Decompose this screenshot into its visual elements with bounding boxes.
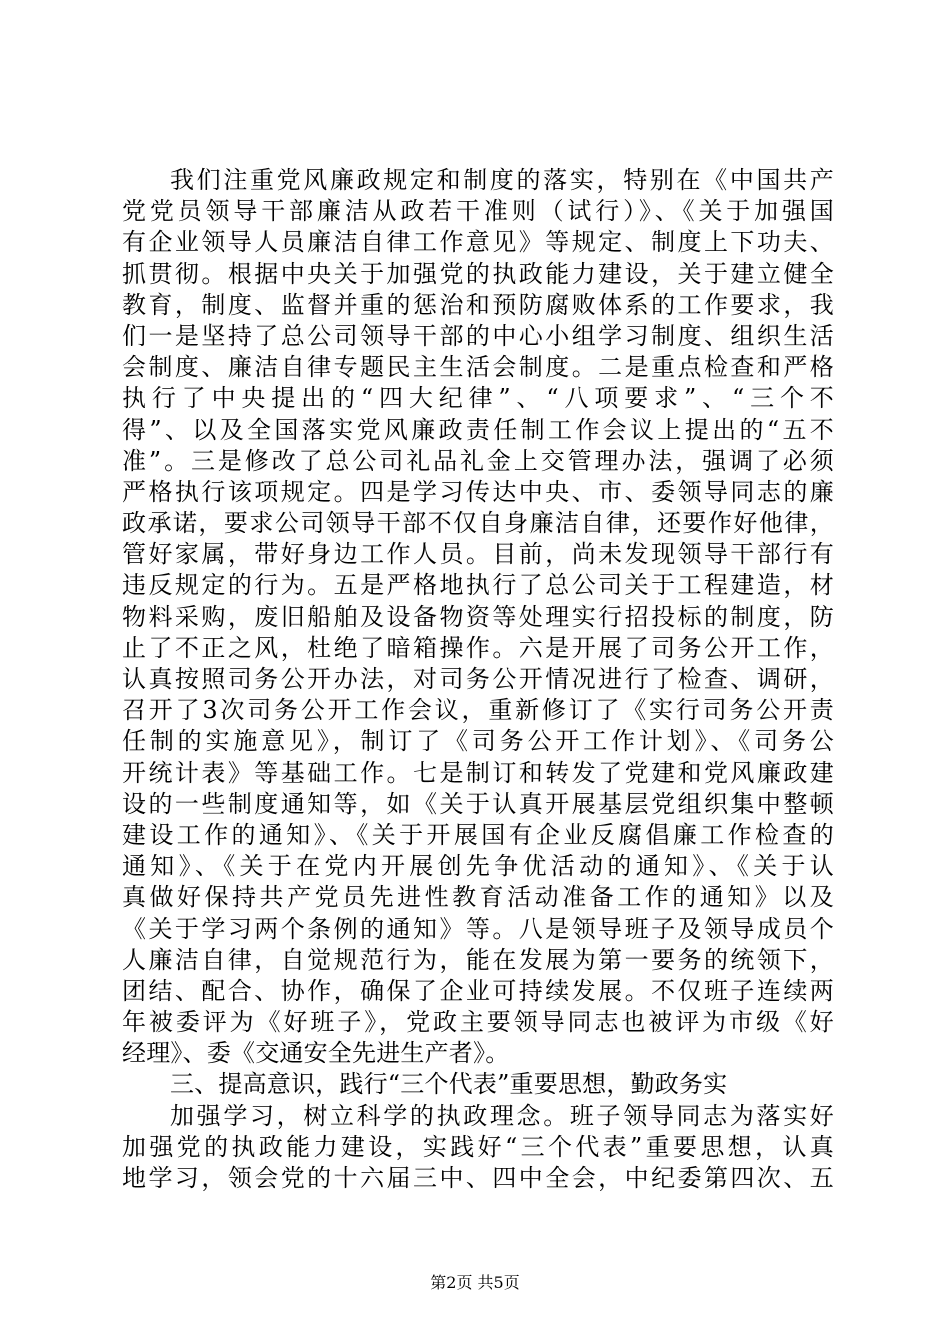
text-line: 年被委评为《好班子》，党政主要领导同志也被评为市级《好: [122, 1008, 834, 1037]
text-line: 加强党的执政能力建设，实践好“三个代表”重要思想，认真: [122, 1132, 834, 1161]
text-line: 我们注重党风廉政规定和制度的落实，特别在《中国共产: [170, 166, 834, 194]
text-line: 教育，制度、监督并重的惩治和预防腐败体系的工作要求，我: [122, 290, 834, 319]
text-line: 真做好保持共产党员先进性教育活动准备工作的通知》以及: [122, 883, 834, 912]
text-line: 有企业领导人员廉洁自律工作意见》等规定、制度上下功夫、: [122, 228, 834, 257]
text-line: 抓贯彻。根据中央关于加强党的执政能力建设，关于建立健全: [122, 259, 834, 288]
text-line: 党党员领导干部廉洁从政若干准则（试行）》、《关于加强国: [122, 197, 834, 226]
text-line: 物料采购，废旧船舶及设备物资等处理实行招投标的制度，防: [122, 602, 834, 631]
text-line: 止了不正之风，杜绝了暗箱操作。六是开展了司务公开工作，: [122, 633, 834, 662]
text-line: 政承诺，要求公司领导干部不仅自身廉洁自律，还要作好他律，: [122, 509, 834, 538]
text-line: 通知》、《关于在党内开展创先争优活动的通知》、《关于认: [122, 852, 834, 881]
text-line: 认真按照司务公开办法，对司务公开情况进行了检查、调研，: [122, 665, 834, 693]
text-line: 违反规定的行为。五是严格地执行了总公司关于工程建造，材: [122, 571, 834, 600]
text-line: 严格执行该项规定。四是学习传达中央、市、委领导同志的廉: [122, 477, 834, 506]
text-line: 加强学习，树立科学的执政理念。班子领导同志为落实好: [170, 1101, 834, 1130]
text-line: 得”、以及全国落实党风廉政责任制工作会议上提出的“五不: [122, 415, 834, 444]
text-line: 准”。三是修改了总公司礼品礼金上交管理办法，强调了必须: [122, 446, 834, 475]
text-line: 开统计表》等基础工作。七是制订和转发了党建和党风廉政建: [122, 758, 834, 787]
text-line: 经理》、委《交通安全先进生产者》。: [122, 1039, 510, 1068]
text-line: 召开了3次司务公开工作会议，重新修订了《实行司务公开责: [122, 696, 834, 725]
body-text: [122, 165, 834, 1194]
text-line: 建设工作的通知》、《关于开展国有企业反腐倡廉工作检查的: [122, 820, 834, 849]
text-line: 管好家属，带好身边工作人员。目前，尚未发现领导干部行有: [122, 540, 834, 569]
text-line: 会制度、廉洁自律专题民主生活会制度。二是重点检查和严格: [122, 353, 834, 382]
page-footer: 第2页 共5页: [430, 1273, 520, 1292]
text-line: 地学习，领会党的十六届三中、四中全会，中纪委第四次、五: [122, 1164, 834, 1192]
text-line: 任制的实施意见》，制订了《司务公开工作计划》、《司务公: [122, 727, 834, 756]
text-line: 《关于学习两个条例的通知》等。八是领导班子及领导成员个: [122, 914, 834, 943]
text-line: 三、提高意识，践行“三个代表”重要思想，勤政务实: [170, 1070, 728, 1099]
text-line: 设的一些制度通知等，如《关于认真开展基层党组织集中整顿: [122, 789, 834, 818]
text-line: 执行了中央提出的“四大纪律”、“八项要求”、“三个不: [122, 384, 834, 413]
text-line: 人廉洁自律，自觉规范行为，能在发展为第一要务的统领下，: [122, 945, 834, 974]
text-line: 团结、配合、协作，确保了企业可持续发展。不仅班子连续两: [122, 976, 834, 1005]
text-line: 们一是坚持了总公司领导干部的中心小组学习制度、组织生活: [122, 321, 834, 350]
